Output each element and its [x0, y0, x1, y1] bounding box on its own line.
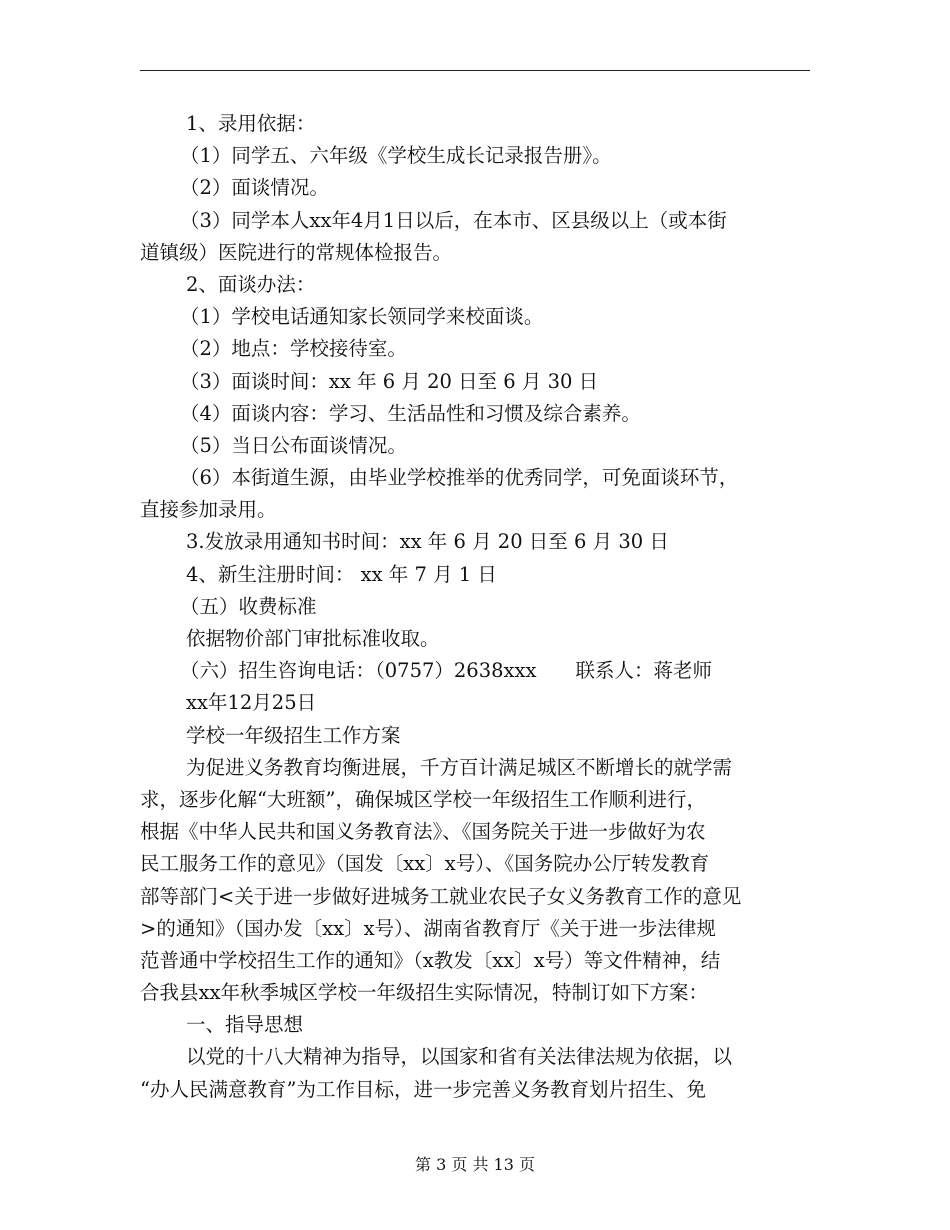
text-line: 求，逐步化解“大班额”，确保城区学校一年级招生工作顺利进行，	[140, 787, 706, 811]
text-line: 4、新生注册时间： xx 年 7 月 1 日	[186, 562, 497, 586]
text-line: 道镇级）医院进行的常规体检报告。	[140, 240, 453, 264]
text-line: 以党的十八大精神为指导，以国家和省有关法律法规为依据，以	[186, 1045, 733, 1069]
text-line: >的通知》（国办发〔xx〕x号）、湖南省教育厅《关于进一步法律规	[140, 916, 716, 940]
text-line: （3）同学本人xx年4月1日以后，在本市、区县级以上（或本街	[180, 208, 727, 232]
text-line: （六）招生咨询电话：（0757）2638xxx 联系人：蒋老师	[180, 659, 712, 683]
text-line: （1）学校电话通知家长领同学来校面谈。	[180, 305, 544, 329]
text-line: 2、面谈办法：	[186, 272, 316, 296]
text-line: （五）收费标准	[180, 594, 317, 618]
page-footer: 第 3 页 共 13 页	[415, 1155, 535, 1174]
text-line: （3）面谈时间：xx 年 6 月 20 日至 6 月 30 日	[180, 369, 599, 393]
text-line: （6）本街道生源，由毕业学校推举的优秀同学，可免面谈环节，	[180, 466, 739, 490]
text-line: （5）当日公布面谈情况。	[180, 433, 407, 457]
text-line: “办人民满意教育”为工作目标，进一步完善义务教育划片招生、免	[140, 1077, 706, 1101]
text-line: 部等部门<关于进一步做好进城务工就业农民子女义务教育工作的意见	[140, 884, 742, 908]
text-line: （1）同学五、六年级《学校生成长记录报告册》。	[180, 144, 612, 168]
text-line: 1、录用依据：	[186, 112, 316, 135]
text-line: 依据物价部门审批标准收取。	[186, 627, 440, 650]
text-line: 合我县xx年秋季城区学校一年级招生实际情况，特制订如下方案：	[140, 981, 708, 1005]
text-line: 一、指导思想	[186, 1013, 304, 1037]
text-line: 范普通中学校招生工作的通知》（x教发〔xx〕x号）等文件精神，结	[140, 948, 721, 972]
text-line: 直接参加录用。	[140, 498, 277, 522]
document-body	[140, 108, 810, 1106]
text-line: （2）地点：学校接待室。	[180, 337, 407, 361]
text-line: xx年12月25日	[186, 691, 317, 715]
text-line: 3.发放录用通知书时间：xx 年 6 月 20 日至 6 月 30 日	[186, 530, 669, 554]
text-line: （2）面谈情况。	[180, 176, 329, 200]
text-line: 为促进义务教育均衡进展，千方百计满足城区不断增长的就学需	[186, 755, 733, 779]
text-line: （4）面谈内容：学习、生活品性和习惯及综合素养。	[180, 401, 641, 425]
text-line: 学校一年级招生工作方案	[186, 723, 401, 747]
text-line: 民工服务工作的意见》（国发〔xx〕x号）、《国务院办公厅转发教育	[140, 852, 710, 876]
text-line: 根据《中华人民共和国义务教育法》、《国务院关于进一步做好为农	[140, 820, 706, 844]
header-rule	[140, 70, 810, 71]
